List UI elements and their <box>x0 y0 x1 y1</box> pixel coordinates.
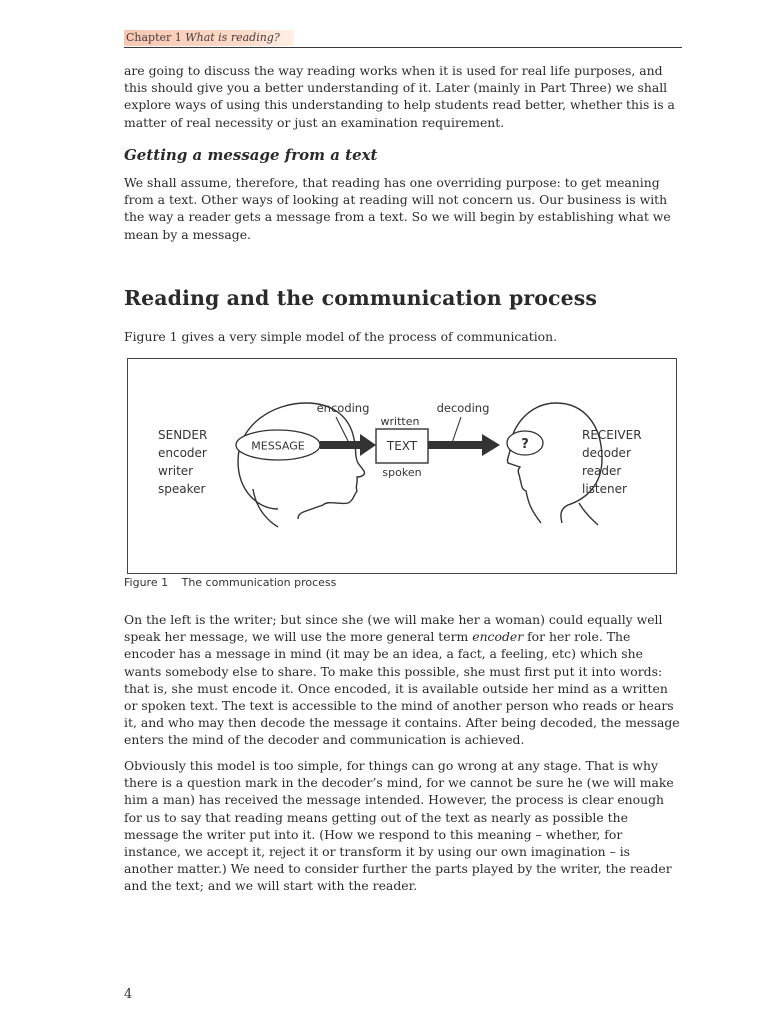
encoder-term: encoder <box>472 629 524 645</box>
paragraph-encoder-part-b: for her role. The encoder has a message in mind (it may be an idea, a fact, a feeling, etc) which she wants somebody else to share. To make this possible, she must first put it into words: that is, she must encode it. Once encoded, it is available outside her mind as a written or spoken text. The text is accessible to the mind of another person who reads or hears it, and who may then decode the message it contains. After being decoded, the message enters the mind of the decoder and communication is achieved. <box>124 629 680 748</box>
section-title: Reading and the communication process <box>124 286 598 310</box>
message-paragraph: We shall assume, therefore, that reading has one overriding purpose: to get meaning from a text. Other ways of looking at reading will not concern us. Our business is with the way a reader gets a message from a text. So we will begin by establishing what we mean by a message. <box>124 175 671 242</box>
communication-diagram <box>128 359 678 575</box>
running-header <box>124 27 682 48</box>
decoding-pointer <box>452 417 461 443</box>
question-mark: ? <box>521 437 529 452</box>
communication-figure <box>127 358 677 574</box>
encoding-label: encoding <box>316 401 370 415</box>
figure-number: Figure 1 <box>124 576 169 589</box>
sender-label: SENDER <box>158 428 208 442</box>
spoken-label: spoken <box>382 466 422 479</box>
reader-label: reader <box>582 464 622 478</box>
paragraph-encoder-part-a: On the left is the writer; but since she (we will make her a woman) could equally well speak her message, we will use the more general term <box>124 612 663 645</box>
decoding-label: decoding <box>436 401 490 415</box>
encode-arrow-head <box>360 434 376 456</box>
figure-caption-text: The communication process <box>181 576 337 589</box>
chapter-number: Chapter 1 <box>126 31 182 44</box>
figure-caption <box>124 576 336 589</box>
receiver-head <box>507 403 602 523</box>
written-label: written <box>380 415 420 428</box>
sender-neck <box>253 489 278 527</box>
intro-paragraph: are going to discuss the way reading works when it is used for real life purposes, and this should give you a better understanding of it. Later (mainly in Part Three) we shall explore ways of using this understanding to help students read better, whether this is a matter of real necessity or just an examination requirement. <box>124 63 675 130</box>
decoder-label: decoder <box>582 446 631 460</box>
text-label: TEXT <box>386 439 418 453</box>
speaker-label: speaker <box>158 482 206 496</box>
decode-arrow-head <box>482 434 500 456</box>
paragraph-model: Obviously this model is too simple, for things can go wrong at any stage. That is why there is a question mark in the decoder’s mind, for we cannot be sure he (we will make him a man) has received the message intended. However, the process is clear enough for us to say that reading means getting out of the text as nearly as possible the message the writer put into it. (How we respond to this meaning – whether, for instance, we accept it, reject it or transform it by using our own imagination – is another matter.) We need to consider further the parts played by the writer, the reader and the text; and we will start with the reader. <box>124 758 674 894</box>
decode-arrow-shaft <box>428 441 484 449</box>
listener-label: listener <box>582 482 627 496</box>
encode-arrow-shaft <box>320 441 362 449</box>
paragraph-encoder <box>124 611 680 749</box>
receiver-label: RECEIVER <box>582 428 642 442</box>
encoder-label: encoder <box>158 446 207 460</box>
chapter-label <box>124 30 294 46</box>
message-label: MESSAGE <box>251 439 305 453</box>
chapter-title: What is reading? <box>185 31 280 44</box>
figure-intro: Figure 1 gives a very simple model of the process of communication. <box>124 329 558 344</box>
writer-label: writer <box>158 464 194 478</box>
page-number: 4 <box>124 987 133 1002</box>
receiver-neck <box>579 503 598 525</box>
subheading: Getting a message from a text <box>124 146 378 164</box>
